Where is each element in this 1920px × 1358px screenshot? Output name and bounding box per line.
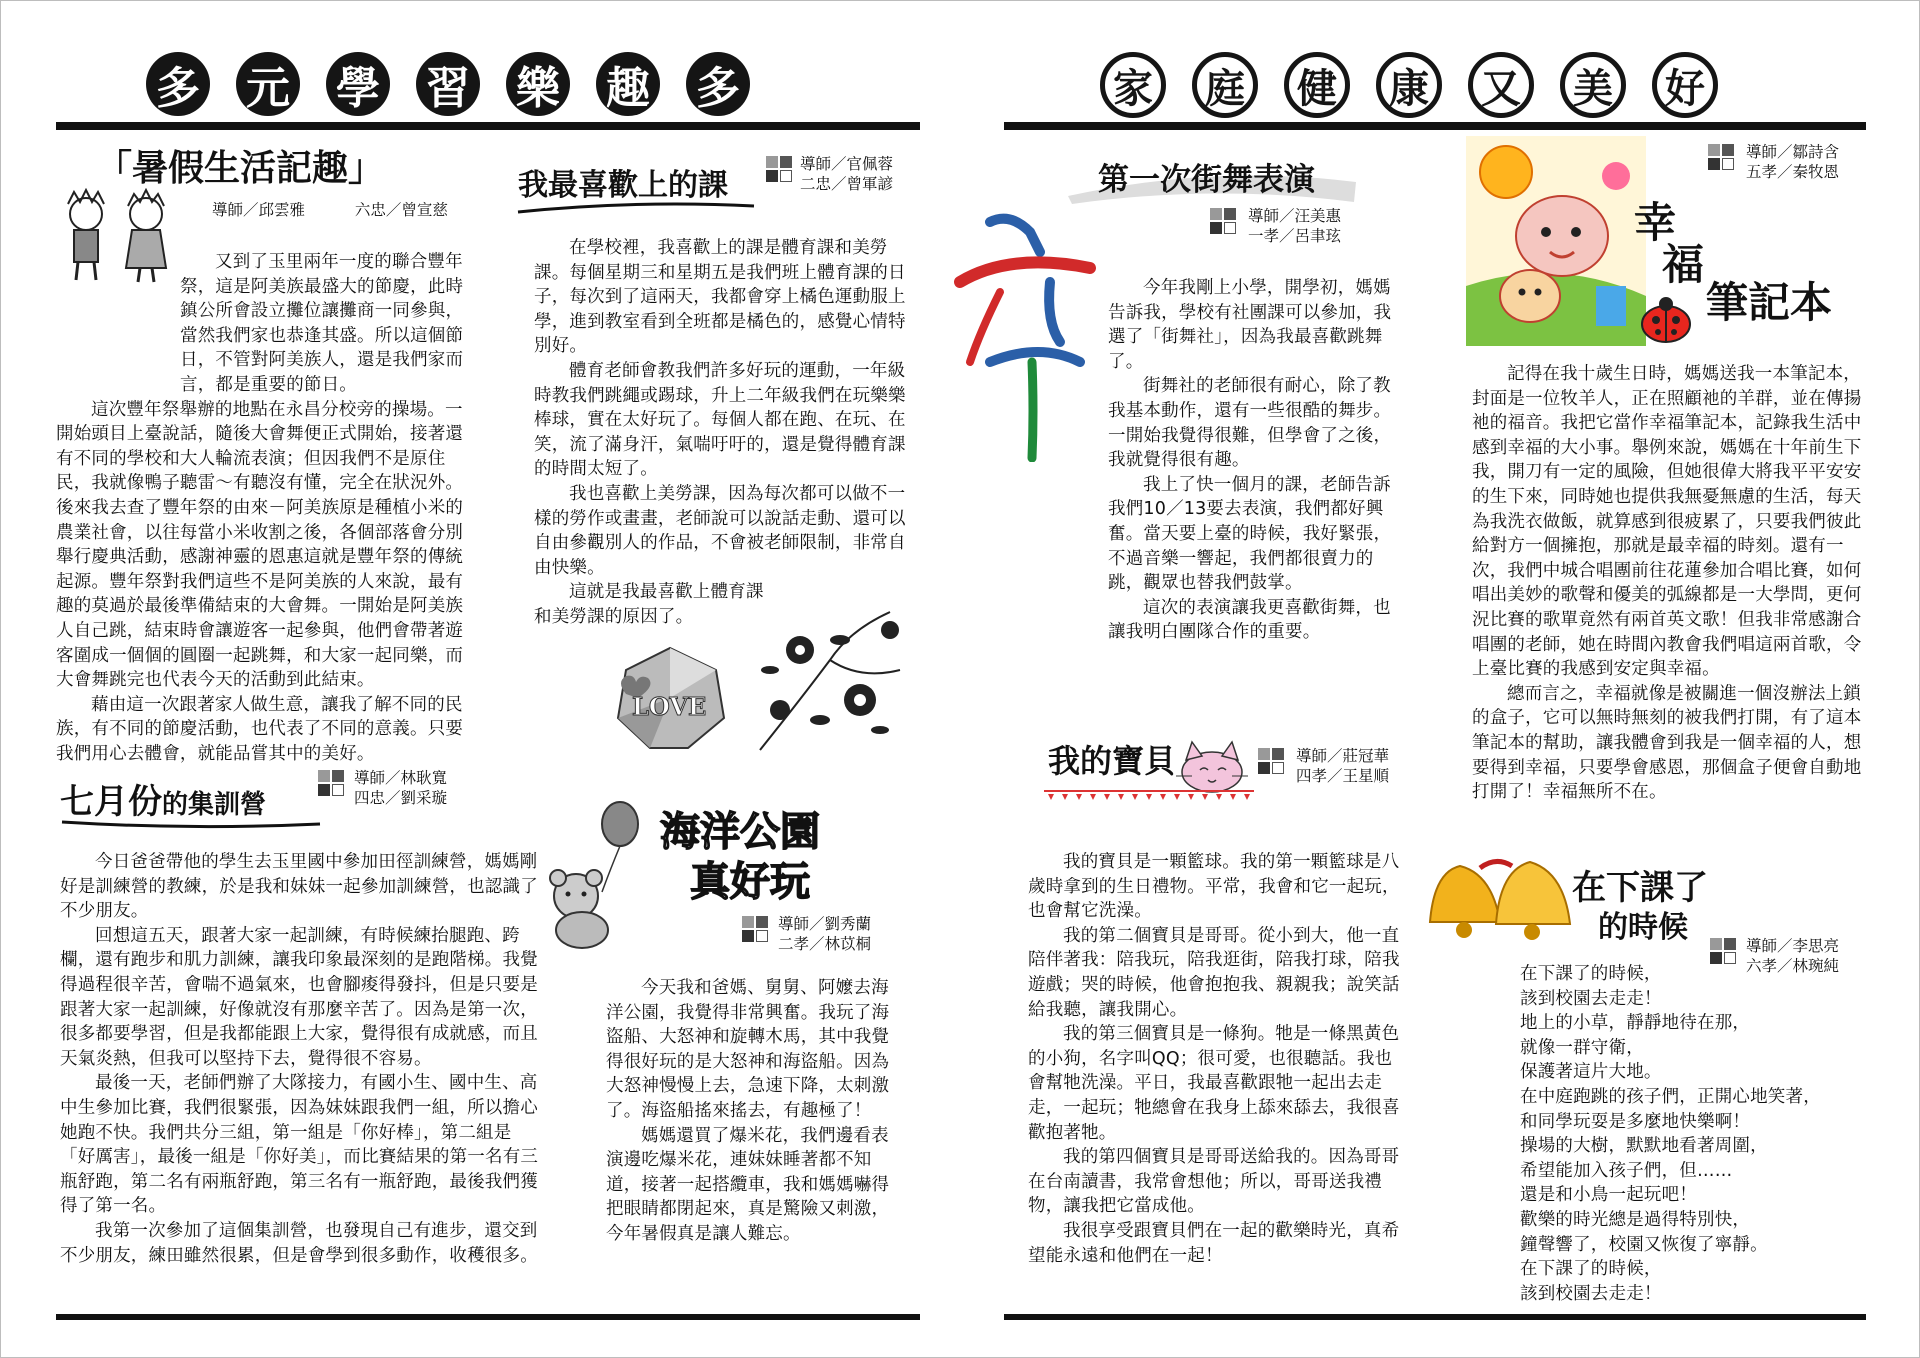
camp-para-3: 最後一天，老師們辦了大隊接力，有國小生、國中生、高中生參加比賽，我們很緊張，因為妹妹跟我們一組，所以擔心她跑不快。我們共分三組，第一組是「你好棒」，第二組是「好厲害」，最後一組是「你好美」，而比賽結果的第一名有三瓶舒跑，第二名有兩瓶舒跑，第三名有一瓶舒跑，最後我們獲得了第一名。	[60, 1073, 539, 1217]
notebook-credit	[1746, 142, 1839, 182]
dance-brush-art	[950, 212, 1100, 462]
teacher-name: 導師／汪美惠	[1248, 207, 1342, 225]
credit-squares-icon	[1210, 208, 1236, 234]
student-name: 六忠／曾宣慈	[354, 201, 448, 219]
ocean-para-2: 媽媽還買了爆米花，我們邊看表演邊吃爆米花，連妹妹睡著都不知道，接著一起搭纜車，我和媽媽嚇得把眼睛都閉起來，真是驚險又刺激，今年暑假真是讓人難忘。	[606, 1125, 890, 1244]
poem-line: 地上的小草，靜靜地待在那，	[1520, 1013, 1751, 1034]
favorite-title: 我最喜歡上的課	[518, 168, 728, 203]
summer-para-1: 又到了玉里兩年一度的聯合豐年祭，這是阿美族最盛大的節慶，此時鎮公所會設立攤位讓攤商一同參與，當然我們家也恭逢其盛。所以這個節日，不管對阿美族人，還是我們家而言，都是重要的節日。	[180, 252, 464, 395]
treasure-credit	[1296, 746, 1389, 786]
poem-line: 該到校園去走走！	[1520, 988, 1662, 1009]
summer-para-3: 藉由這一次跟著家人做生意，讓我了解不同的民族，有不同的節慶活動，也代表了不同的意義。只要我們用心去體會，就能品嘗其中的美好。	[56, 694, 464, 764]
notebook-body	[1472, 362, 1862, 805]
poem-line: 在中庭跑跳的孩子們，正開心地笑著，	[1520, 1086, 1821, 1107]
favorite-title-underline	[516, 200, 756, 218]
favorite-para-3: 我也喜歡上美勞課，因為每次都可以做不一樣的勞作或畫畫，老師說可以說話走動、還可以自由參觀別人的作品，不會被老師限制，非常自由快樂。	[534, 483, 906, 578]
dance-para-4: 這次的表演讓我更喜歡街舞，也讓我明白團隊合作的重要。	[1108, 597, 1391, 643]
treasure-para-5: 我很享受跟寶貝們在一起的歡樂時光，真希望能永遠和他們在一起！	[1028, 1220, 1400, 1266]
golden-bells-icon	[1420, 852, 1580, 948]
teacher-name: 導師／林耿寬	[354, 769, 448, 787]
teacher-name: 導師／官佩蓉	[800, 155, 894, 173]
notebook-para-1: 記得在我十歲生日時，媽媽送我一本筆記本，封面是一位牧羊人，正在照顧祂的羊群，並在傳揚祂的福音。我把它當作幸福筆記本，記錄我生活中感到幸福的大小事。舉例來說，媽媽在十年前生下我，開刀有一定的風險，但她很偉大將我平平安安的生下來，同時她也提供我無憂無慮的生活，每天為我洗衣做飯，就算感到很疲累了，只要我們彼此給對方一個擁抱，那就是最幸福的時刻。還有一次，我們中城合唱團前往花蓮參加合唱比賽，如何唱出美妙的歌聲和優美的弧線都是一大學問，更何況比賽的歌單竟然有兩首英文歌！但我非常感謝合唱團的老師，她在時間內教會我們唱這兩首歌，令上臺比賽的我感到安定與幸福。	[1472, 364, 1862, 680]
treasure-heart-row	[1044, 788, 1254, 800]
notebook-para-2: 總而言之，幸福就像是被關進一個沒辦法上鎖的盒子，它可以無時無刻的被我們打開，有了這本筆記本的幫助，讓我體會到我是一個幸福的人，想要得到幸福，只要學會感恩，那個盒子便會自動地打開了！幸福無所不在。	[1472, 683, 1862, 803]
banner-char: 庭	[1192, 52, 1258, 118]
poem-line: 保護著這片大地。	[1520, 1062, 1662, 1083]
camp-credit	[354, 768, 447, 808]
ocean-title-a: 海洋公園	[660, 809, 820, 855]
ocean-para-1: 今天我和爸媽、舅舅、阿嬤去海洋公園，我覺得非常興奮。我玩了海盜船、大怒神和旋轉木馬，其中我覺得很好玩的是大怒神和海盜船。因為大怒神慢慢上去，急速下降，太刺激了。海盜船搖來搖去，有趣極了！	[606, 978, 890, 1121]
teacher-name: 導師／鄒詩含	[1746, 143, 1840, 161]
camp-title-b: 的集訓營	[162, 790, 267, 820]
camp-title	[60, 774, 266, 823]
favorite-para-4: 這就是我最喜歡上體育課和美勞課的原因了。	[534, 582, 764, 627]
banner-char: 元	[236, 52, 300, 116]
credit-squares-icon	[318, 770, 344, 796]
favorite-body	[534, 236, 908, 630]
flowers-icon	[740, 600, 910, 760]
banner-char: 習	[416, 52, 480, 116]
student-name: 五孝／秦牧恩	[1746, 163, 1840, 181]
camp-title-a: 七月份	[60, 782, 162, 822]
poem-line: 該到校園去走走！	[1520, 1283, 1662, 1304]
banner-char: 多	[686, 52, 750, 116]
teddy-bear-balloon-icon	[536, 800, 652, 950]
treasure-title: 我的寶貝	[1048, 742, 1177, 780]
happy-kids-illustration	[1466, 136, 1646, 346]
banner-char: 又	[1468, 52, 1534, 118]
student-name: 二忠／曾軍諺	[800, 175, 894, 193]
banner-char: 好	[1652, 52, 1718, 118]
summer-para-2: 這次豐年祭舉辦的地點在永昌分校旁的操場。一開始頭目上臺說話，隨後大會舞便正式開始，接著還有不同的學校和大人輪流表演；但因我們不是原住民，我就像鴨子聽雷～有聽沒有懂，完全在狀況外。後來我去查了豐年祭的由來－阿美族原是種植小米的農業社會，以往每當小米收割之後，各個部落會分別舉行慶典活動，感謝神靈的恩惠這就是豐年祭的傳統起源。豐年祭對我們這些不是阿美族的人來說，最有趣的莫過於最後準備結束的大會舞。一開始是阿美族人自己跳，結束時會讓遊客一起參與，他們會帶著遊客圍成一個個的圓圈一起跳舞，和大家一起同樂，而大會舞跳完也代表今天的活動到此結束。	[56, 399, 464, 691]
treasure-para-1: 我的寶貝是一顆籃球。我的第一顆籃球是八歲時拿到的生日禮物。平常，我會和它一起玩，也會幫它洗澡。	[1028, 852, 1400, 922]
bottom-rule-right	[1004, 1314, 1866, 1320]
dance-body	[1108, 276, 1400, 645]
love-label: LOVE	[632, 692, 707, 721]
banner-char: 康	[1376, 52, 1442, 118]
ocean-title-b: 真好玩	[690, 859, 810, 905]
notebook-title-b: 福	[1662, 240, 1705, 289]
notebook-title-c: 筆記本	[1706, 278, 1833, 327]
credit-squares-icon	[766, 156, 792, 182]
banner-char: 學	[326, 52, 390, 116]
treasure-para-4: 我的第四個寶貝是哥哥送給我的。因為哥哥在台南讀書，我常會想他；所以，哥哥送我禮物，讓我把它當成他。	[1028, 1147, 1400, 1217]
poem-line: 還是和小鳥一起玩吧！	[1520, 1185, 1697, 1206]
right-banner	[1100, 52, 1718, 118]
credit-squares-icon	[742, 916, 768, 942]
dance-para-2: 街舞社的老師很有耐心，除了教我基本動作，還有一些很酷的舞步。一開始我覺得很難，但學會了之後，我就覺得很有趣。	[1108, 376, 1392, 471]
top-rule-left	[56, 122, 920, 130]
dance-title: 第一次街舞表演	[1098, 162, 1315, 198]
recess-title-a: 在下課了	[1572, 868, 1708, 908]
teacher-name: 導師／莊冠華	[1296, 747, 1390, 765]
ocean-body	[606, 976, 896, 1247]
teacher-name: 導師／劉秀蘭	[778, 915, 872, 933]
poem-line: 鐘聲響了，校園又恢復了寧靜。	[1520, 1234, 1768, 1255]
poem-line: 希望能加入孩子們，但……	[1520, 1160, 1733, 1181]
credit-squares-icon	[1258, 748, 1284, 774]
banner-char: 家	[1100, 52, 1166, 118]
poem-line: 在下課了的時候，	[1520, 1259, 1662, 1280]
poem-line: 在下課了的時候，	[1520, 964, 1662, 984]
summer-body	[56, 250, 470, 766]
credit-squares-icon	[1708, 144, 1734, 170]
dance-credit	[1248, 206, 1341, 246]
student-name: 一孝／呂聿玹	[1248, 227, 1342, 245]
teacher-name: 導師／李思亮	[1746, 937, 1840, 955]
ladybug-icon	[1636, 294, 1696, 344]
credit-squares-icon	[1710, 938, 1736, 964]
treasure-para-3: 我的第三個寶貝是一條狗。牠是一條黑黃色的小狗，名字叫QQ；很可愛，也很聽話。我也會幫牠洗澡。平日，我最喜歡跟牠一起出去走走，一起玩；牠總會在我身上舔來舔去，我很喜歡抱著牠。	[1028, 1024, 1400, 1143]
recess-poem	[1520, 962, 1860, 1306]
camp-para-4: 我第一次參加了這個集訓營，也發現自己有進步，還交到不少朋友，練田雖然很累，但是會學到很多動作，收穫很多。	[60, 1220, 538, 1266]
camp-para-2: 回想這五天，跟著大家一起訓練，有時候練抬腿跑、跨欄，還有跑步和肌力訓練，讓我印象最深刻的是跑階梯。我覺得過程很辛苦，會喘不過氣來，也會腳痠得發抖，但是只要是跟著大家一起訓練，好像就沒有那麼辛苦了。因為是第一次，很多都要學習，但是我都能跟上大家，覺得很有成就感，而且天氣炎熱，但我可以堅持下去，覺得很不容易。	[60, 925, 538, 1069]
poem-line: 就像一群守衛，	[1520, 1037, 1644, 1058]
poem-line: 操場的大樹，默默地看著周圍，	[1520, 1136, 1768, 1157]
ocean-credit	[778, 914, 871, 954]
treasure-body	[1028, 850, 1408, 1268]
poem-line: 歡樂的時光總是過得特別快，	[1520, 1209, 1751, 1230]
favorite-credit	[800, 154, 893, 194]
top-rule-right	[1004, 122, 1866, 130]
camp-body	[60, 850, 546, 1268]
summer-credit	[212, 200, 448, 220]
banner-char: 多	[146, 52, 210, 116]
bottom-rule-left	[56, 1314, 920, 1320]
student-name: 四忠／劉采璇	[354, 789, 448, 807]
student-name: 六孝／林琬純	[1746, 957, 1840, 975]
banner-char: 美	[1560, 52, 1626, 118]
student-name: 四孝／王星順	[1296, 767, 1390, 785]
teacher-name: 導師／邱雲雅	[212, 201, 306, 219]
left-banner	[146, 52, 750, 116]
treasure-para-2: 我的第二個寶貝是哥哥。從小到大，他一直陪伴著我：陪我玩，陪我逛街，陪我打球，陪我遊戲；哭的時候，他會抱抱我、親親我；說笑話給我聽，讓我開心。	[1028, 925, 1400, 1020]
favorite-para-2: 體育老師會教我們許多好玩的運動，一年級時教我們跳繩或踢球，升上二年級我們在玩樂樂棒球，實在太好玩了。每個人都在跑、在玩、在笑，流了滿身汗，氣喘吁吁的，還是覺得體育課的時間太短了。	[534, 360, 906, 480]
summer-title: 「暑假生活記趣」	[96, 147, 385, 189]
favorite-para-1: 在學校裡，我喜歡上的課是體育課和美勞課。每個星期三和星期五是我們班上體育課的日子，每次到了這兩天，我都會穿上橘色運動服上學，進到教室看到全班都是橘色的，感覺心情特別好。	[534, 238, 906, 357]
banner-char: 健	[1284, 52, 1350, 118]
banner-char: 樂	[506, 52, 570, 116]
recess-title-b: 的時候	[1598, 910, 1688, 945]
dance-para-3: 我上了快一個月的課，老師告訴我們10／13要去表演，我們都好興奮。當天要上臺的時候，我好緊張，不過音樂一響起，我們都很賣力的跳，觀眾也替我們鼓掌。	[1108, 474, 1392, 594]
camp-para-1: 今日爸爸帶他的學生去玉里國中參加田徑訓練營，媽媽剛好是訓練營的教練，於是我和妹妹一起參加訓練營，也認識了不少朋友。	[60, 852, 538, 922]
notebook-title-a: 幸	[1634, 198, 1677, 247]
dance-para-1: 今年我剛上小學，開學初，媽媽告訴我，學校有社團課可以參加，我選了「街舞社」，因為我最喜歡跳舞了。	[1108, 278, 1392, 372]
poem-line: 和同學玩耍是多麼地快樂啊！	[1520, 1111, 1751, 1132]
student-name: 二孝／林苡桐	[778, 935, 872, 953]
camp-title-underline	[60, 818, 322, 830]
banner-char: 趣	[596, 52, 660, 116]
